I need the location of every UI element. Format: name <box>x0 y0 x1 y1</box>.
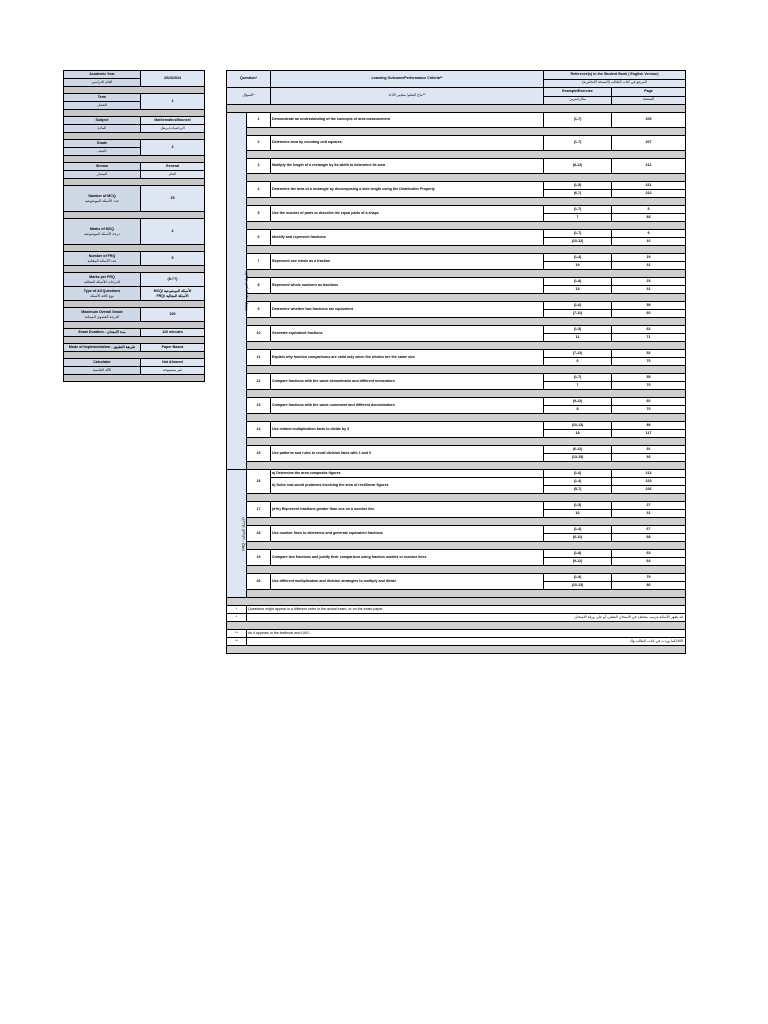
note-text-ar: قد تظهر الأسئلة بترتيب مختلف في الامتحان الفعلي، أو على ورقة الامتحان. <box>247 614 686 622</box>
example-ref: (1-7) <box>544 374 612 382</box>
num-mcq-value: 15 <box>141 186 205 212</box>
page-ref: 89 <box>612 422 686 430</box>
page-ref: 221 <box>612 182 686 190</box>
spacer-row <box>227 366 686 374</box>
stream-value: General <box>141 163 205 171</box>
question-row <box>227 254 686 262</box>
question-number: 14 <box>247 422 271 438</box>
spacer-row <box>227 294 686 302</box>
question-number: 13 <box>247 398 271 414</box>
example-ref: (1-7) <box>544 230 612 238</box>
question-number: 1 <box>247 113 271 128</box>
page-ref: 10 <box>612 238 686 246</box>
spacer-row <box>227 151 686 159</box>
note-text-en: As it appears in the textbook and LMS. <box>247 630 686 638</box>
exam-info-table <box>63 70 205 382</box>
spacer-row <box>227 542 686 550</box>
spacer-row <box>227 318 686 326</box>
spacer-row <box>227 590 686 598</box>
page-ref: 70 <box>612 382 686 390</box>
subject-value-ar: الرياضيات/بريفل <box>141 125 205 133</box>
grade-label: Grade <box>64 140 141 148</box>
question-row <box>227 113 686 128</box>
example-ref: (1-5) <box>544 182 612 190</box>
note-row <box>227 638 686 646</box>
term-value: 2 <box>141 94 205 110</box>
outcome-header: Learning Outcome/Performance Criteria** <box>271 71 544 88</box>
question-row <box>227 326 686 334</box>
example-header: Example/Exercise <box>544 88 612 97</box>
learning-outcome: Determine whether two fractions are equivalent <box>271 302 544 318</box>
spacer-row <box>227 342 686 350</box>
spacer-row <box>227 174 686 182</box>
num-frq-label: Number of FRQ عدد الأسئلة المقالية <box>64 252 141 266</box>
page-ref: 60 <box>612 310 686 318</box>
page-ref: 31 <box>612 510 686 518</box>
example-ref: 7 <box>544 382 612 390</box>
mode-value: Paper Based <box>141 344 205 352</box>
example-ref: (6,7) <box>544 190 612 198</box>
example-ref: (6-11) <box>544 534 612 542</box>
example-ref: (10-12) <box>544 238 612 246</box>
spacer-row <box>227 246 686 254</box>
example-ref: (13-15) <box>544 454 612 462</box>
outcome-header-ar: نتاج التعلم/ معايير الأداء** <box>271 88 544 105</box>
question-number: 4 <box>247 182 271 198</box>
page-ref: 70 <box>612 406 686 414</box>
calculator-value: Not Allowed <box>141 359 205 367</box>
duration-label: Exam Duration - مدة الامتحان <box>64 329 141 337</box>
question-number: 7 <box>247 254 271 270</box>
example-ref: (1-6) <box>544 302 612 310</box>
page-ref: 71 <box>612 334 686 342</box>
spacer-row <box>227 128 686 136</box>
example-ref: (5-7) <box>544 486 612 494</box>
learning-outcome: Compare fractions with the same numerator and different denominators <box>271 398 544 414</box>
question-number: 20 <box>247 574 271 590</box>
reference-header-ar: المرجع في كتاب الطالب (النسخة الانجليزية) <box>544 79 686 88</box>
learning-outcome: b) Solve real-world problems involving the area of rectilinear figures <box>271 478 544 494</box>
calculator-label: Calculator <box>64 359 141 367</box>
example-ref: (1-6) <box>544 470 612 478</box>
learning-outcome: Demonstrate an understanding of the concepts of area measurement <box>271 113 544 128</box>
question-row <box>227 206 686 214</box>
page-ref: 9 <box>612 230 686 238</box>
stream-label-ar: المسار <box>64 171 141 179</box>
example-ref: (1-5) <box>544 326 612 334</box>
example-ref: (6-12) <box>544 446 612 454</box>
page-ref: 225 <box>612 478 686 486</box>
note-row <box>227 614 686 622</box>
example-ref: 19 <box>544 262 612 270</box>
example-ref: (7-11) <box>544 310 612 318</box>
subject-label: Subject <box>64 117 141 125</box>
example-ref: (8-12) <box>544 159 612 174</box>
question-row <box>227 374 686 382</box>
frq-section-label: FRQ - الأسئلة المقالية <box>227 470 247 598</box>
learning-outcome: Multiply the length of a rectangle by its width to determine its area <box>271 159 544 174</box>
example-ref: (9-12) <box>544 398 612 406</box>
academic-year-label-ar: العام الدراسي <box>64 79 141 87</box>
example-ref: 18 <box>544 430 612 438</box>
example-ref: 7 <box>544 214 612 222</box>
learning-outcome: Use related multiplication facts to divide by 3 <box>271 422 544 438</box>
mcq-section-label: MCQ - الأسئلة الموضوعية <box>227 113 247 470</box>
subject-label-ar: المادة <box>64 125 141 133</box>
page-ref: 63 <box>612 550 686 558</box>
spacer-row <box>227 438 686 446</box>
note-mark: ** <box>227 630 247 638</box>
type-value: MCQ/ الأسئلة الموضوعية FRQ/ الأسئلة المقالية <box>141 287 205 301</box>
example-ref: (1-7) <box>544 113 612 128</box>
example-ref: (7-12) <box>544 350 612 358</box>
learning-outcome: Compare fractions with the same denominator and different numerators <box>271 374 544 390</box>
question-header-ar: السؤال* <box>227 88 271 105</box>
page-ref: 64 <box>612 558 686 566</box>
note-mark: * <box>227 606 247 614</box>
question-row <box>227 446 686 454</box>
note-text-en: Questions might appear in a different order in the actual exam, or on the exam paper. <box>247 606 686 614</box>
example-ref: 16 <box>544 510 612 518</box>
max-grade-label: Maximum Overall Grade الدرجة القصوى الممكنة <box>64 308 141 322</box>
subject-value: Mathematics/Bruneel <box>141 117 205 125</box>
question-row <box>227 478 686 486</box>
spacer-row <box>227 105 686 113</box>
question-row <box>227 470 686 478</box>
question-row <box>227 502 686 510</box>
num-frq-value: 5 <box>141 252 205 266</box>
learning-outcome: Determine the area of a rectangle by decomposing a side length using the Distributive Property <box>271 182 544 198</box>
term-label-ar: الفصل <box>64 102 141 110</box>
page-ref: 70 <box>612 358 686 366</box>
question-number: 16 <box>247 470 271 494</box>
page-ref: 23 <box>612 278 686 286</box>
academic-year-value: 2023/2024 <box>141 71 205 87</box>
type-label: Type of All Questions نوع كافة الأسئلة <box>64 287 141 301</box>
academic-year-label: Academic Year <box>64 71 141 79</box>
learning-outcome: Determine area by counting unit squares <box>271 136 544 151</box>
question-number: 6 <box>247 230 271 246</box>
spacer-row <box>227 222 686 230</box>
learning-outcome: (a+b) Represent fractions greater than one on a number line <box>271 502 544 518</box>
question-row <box>227 422 686 430</box>
spacer-row <box>227 414 686 422</box>
calculator-value-ar: غير مسموحة <box>141 367 205 375</box>
num-mcq-label: Number of MCQ عدد الأسئلة الموضوعية <box>64 186 141 212</box>
question-row <box>227 526 686 534</box>
page-ref: 31 <box>612 286 686 294</box>
example-ref: (9-12) <box>544 558 612 566</box>
page-ref: 31 <box>612 262 686 270</box>
spacer-row <box>227 518 686 526</box>
learning-outcome: Identify and represent fractions <box>271 230 544 246</box>
learning-outcome: Compare two fractions and justify their comparison using fraction models or number lines <box>271 550 544 566</box>
example-ref: (1-9) <box>544 574 612 582</box>
example-ref: 11 <box>544 334 612 342</box>
spacer-row <box>227 270 686 278</box>
term-label: Term <box>64 94 141 102</box>
question-number: 19 <box>247 550 271 566</box>
example-ref: (1-8) <box>544 550 612 558</box>
question-number: 2 <box>247 136 271 151</box>
learning-outcome: Use different multiplication and division strategies to multiply and divide <box>271 574 544 590</box>
example-ref: (10-13) <box>544 422 612 430</box>
page-ref: 63 <box>612 326 686 334</box>
question-number: 9 <box>247 302 271 318</box>
example-ref: (1-4) <box>544 478 612 486</box>
question-number: 5 <box>247 206 271 222</box>
note-mark: ** <box>227 638 247 646</box>
learning-outcomes-table <box>226 70 686 654</box>
stream-label: Stream <box>64 163 141 171</box>
question-number: 10 <box>247 326 271 342</box>
page-ref: 80 <box>612 582 686 590</box>
learning-outcome: Use the number of parts to describe the equal parts of a shape <box>271 206 544 222</box>
question-row <box>227 302 686 310</box>
example-ref: (1-4) <box>544 526 612 534</box>
learning-outcome: a) Determine the area composite figures <box>271 470 544 478</box>
spacer-row <box>227 566 686 574</box>
page-header: Page <box>612 88 686 97</box>
page-ref: 213 <box>612 470 686 478</box>
spacer-row <box>227 598 686 606</box>
page-ref: 52 <box>612 350 686 358</box>
page-ref: 19 <box>612 254 686 262</box>
spacer-row <box>227 390 686 398</box>
question-row <box>227 136 686 151</box>
question-number: 11 <box>247 350 271 366</box>
example-ref: (1-5) <box>544 502 612 510</box>
page-ref: 207 <box>612 136 686 151</box>
spacer-row <box>227 462 686 470</box>
page-ref: 91 <box>612 446 686 454</box>
example-ref: (1-4) <box>544 254 612 262</box>
max-grade-value: 100 <box>141 308 205 322</box>
learning-outcome: Represent one whole as a fraction <box>271 254 544 270</box>
page-ref: 212 <box>612 159 686 174</box>
note-text-ar: كما وردت في كتاب الطالب والـLMS. <box>247 638 686 646</box>
question-row <box>227 550 686 558</box>
example-ref: (1-8) <box>544 278 612 286</box>
question-number: 12 <box>247 374 271 390</box>
page-ref: 60 <box>612 398 686 406</box>
marks-mcq-value: 4 <box>141 219 205 245</box>
marks-mcq-label: Marks of MCQ درجة الأسئلة الموضوعية <box>64 219 141 245</box>
note-row <box>227 606 686 614</box>
spacer-row <box>227 198 686 206</box>
learning-outcome: Use number lines to determine and generate equivalent fractions <box>271 526 544 542</box>
spacer-row <box>227 622 686 630</box>
question-row <box>227 230 686 238</box>
question-row <box>227 159 686 174</box>
page-ref: 83 <box>612 214 686 222</box>
question-row <box>227 182 686 190</box>
question-row <box>227 398 686 406</box>
page-ref: 59 <box>612 302 686 310</box>
page-ref: 5 <box>612 206 686 214</box>
spacer-row <box>227 646 686 654</box>
marks-frq-label: Marks per FRQ الدرجات للأسئلة المقالية <box>64 273 141 287</box>
learning-outcome: Explain why fraction comparisons are valid only when the wholes are the same size <box>271 350 544 366</box>
question-number: 15 <box>247 446 271 462</box>
example-header-ar: مثال/تمرين <box>544 96 612 105</box>
page-ref: 226 <box>612 486 686 494</box>
example-ref: 15 <box>544 286 612 294</box>
mode-label: Mode of Implementation - طريقة التطبيق <box>64 344 141 352</box>
question-row <box>227 574 686 582</box>
grade-label-ar: الصف <box>64 148 141 156</box>
page-ref: 55 <box>612 374 686 382</box>
question-row <box>227 278 686 286</box>
page-ref: 68 <box>612 534 686 542</box>
learning-outcome: Use patterns and rules to recall division facts with 1 and 0 <box>271 446 544 462</box>
marks-frq-value: (8-??) <box>141 273 205 287</box>
duration-value: 120 minutes <box>141 329 205 337</box>
question-number: 18 <box>247 526 271 542</box>
page-ref: 92 <box>612 454 686 462</box>
page-ref: 27 <box>612 502 686 510</box>
example-ref: (1-7) <box>544 136 612 151</box>
example-ref: 6 <box>544 358 612 366</box>
page-ref: 222 <box>612 190 686 198</box>
page-ref: 79 <box>612 574 686 582</box>
page-ref: 67 <box>612 526 686 534</box>
question-header: Question* <box>227 71 271 88</box>
page-ref: 205 <box>612 113 686 128</box>
example-ref: (10-13) <box>544 582 612 590</box>
note-row <box>227 630 686 638</box>
question-row <box>227 350 686 358</box>
question-number: 8 <box>247 278 271 294</box>
question-number: 17 <box>247 502 271 518</box>
question-number: 3 <box>247 159 271 174</box>
note-mark: * <box>227 614 247 622</box>
calculator-label-ar: الآلة الحاسبة <box>64 367 141 375</box>
grade-value: 3 <box>141 140 205 156</box>
stream-value-ar: العام <box>141 171 205 179</box>
learning-outcome: Represent whole numbers as fractions <box>271 278 544 294</box>
example-ref: (1-7) <box>544 206 612 214</box>
example-ref: 8 <box>544 406 612 414</box>
page-header-ar: الصفحة <box>612 96 686 105</box>
learning-outcome: Generate equivalent fractions <box>271 326 544 342</box>
reference-header: Reference(s) in the Student Book ( English Version) <box>544 71 686 80</box>
page-ref: 117 <box>612 430 686 438</box>
spacer-row <box>227 494 686 502</box>
